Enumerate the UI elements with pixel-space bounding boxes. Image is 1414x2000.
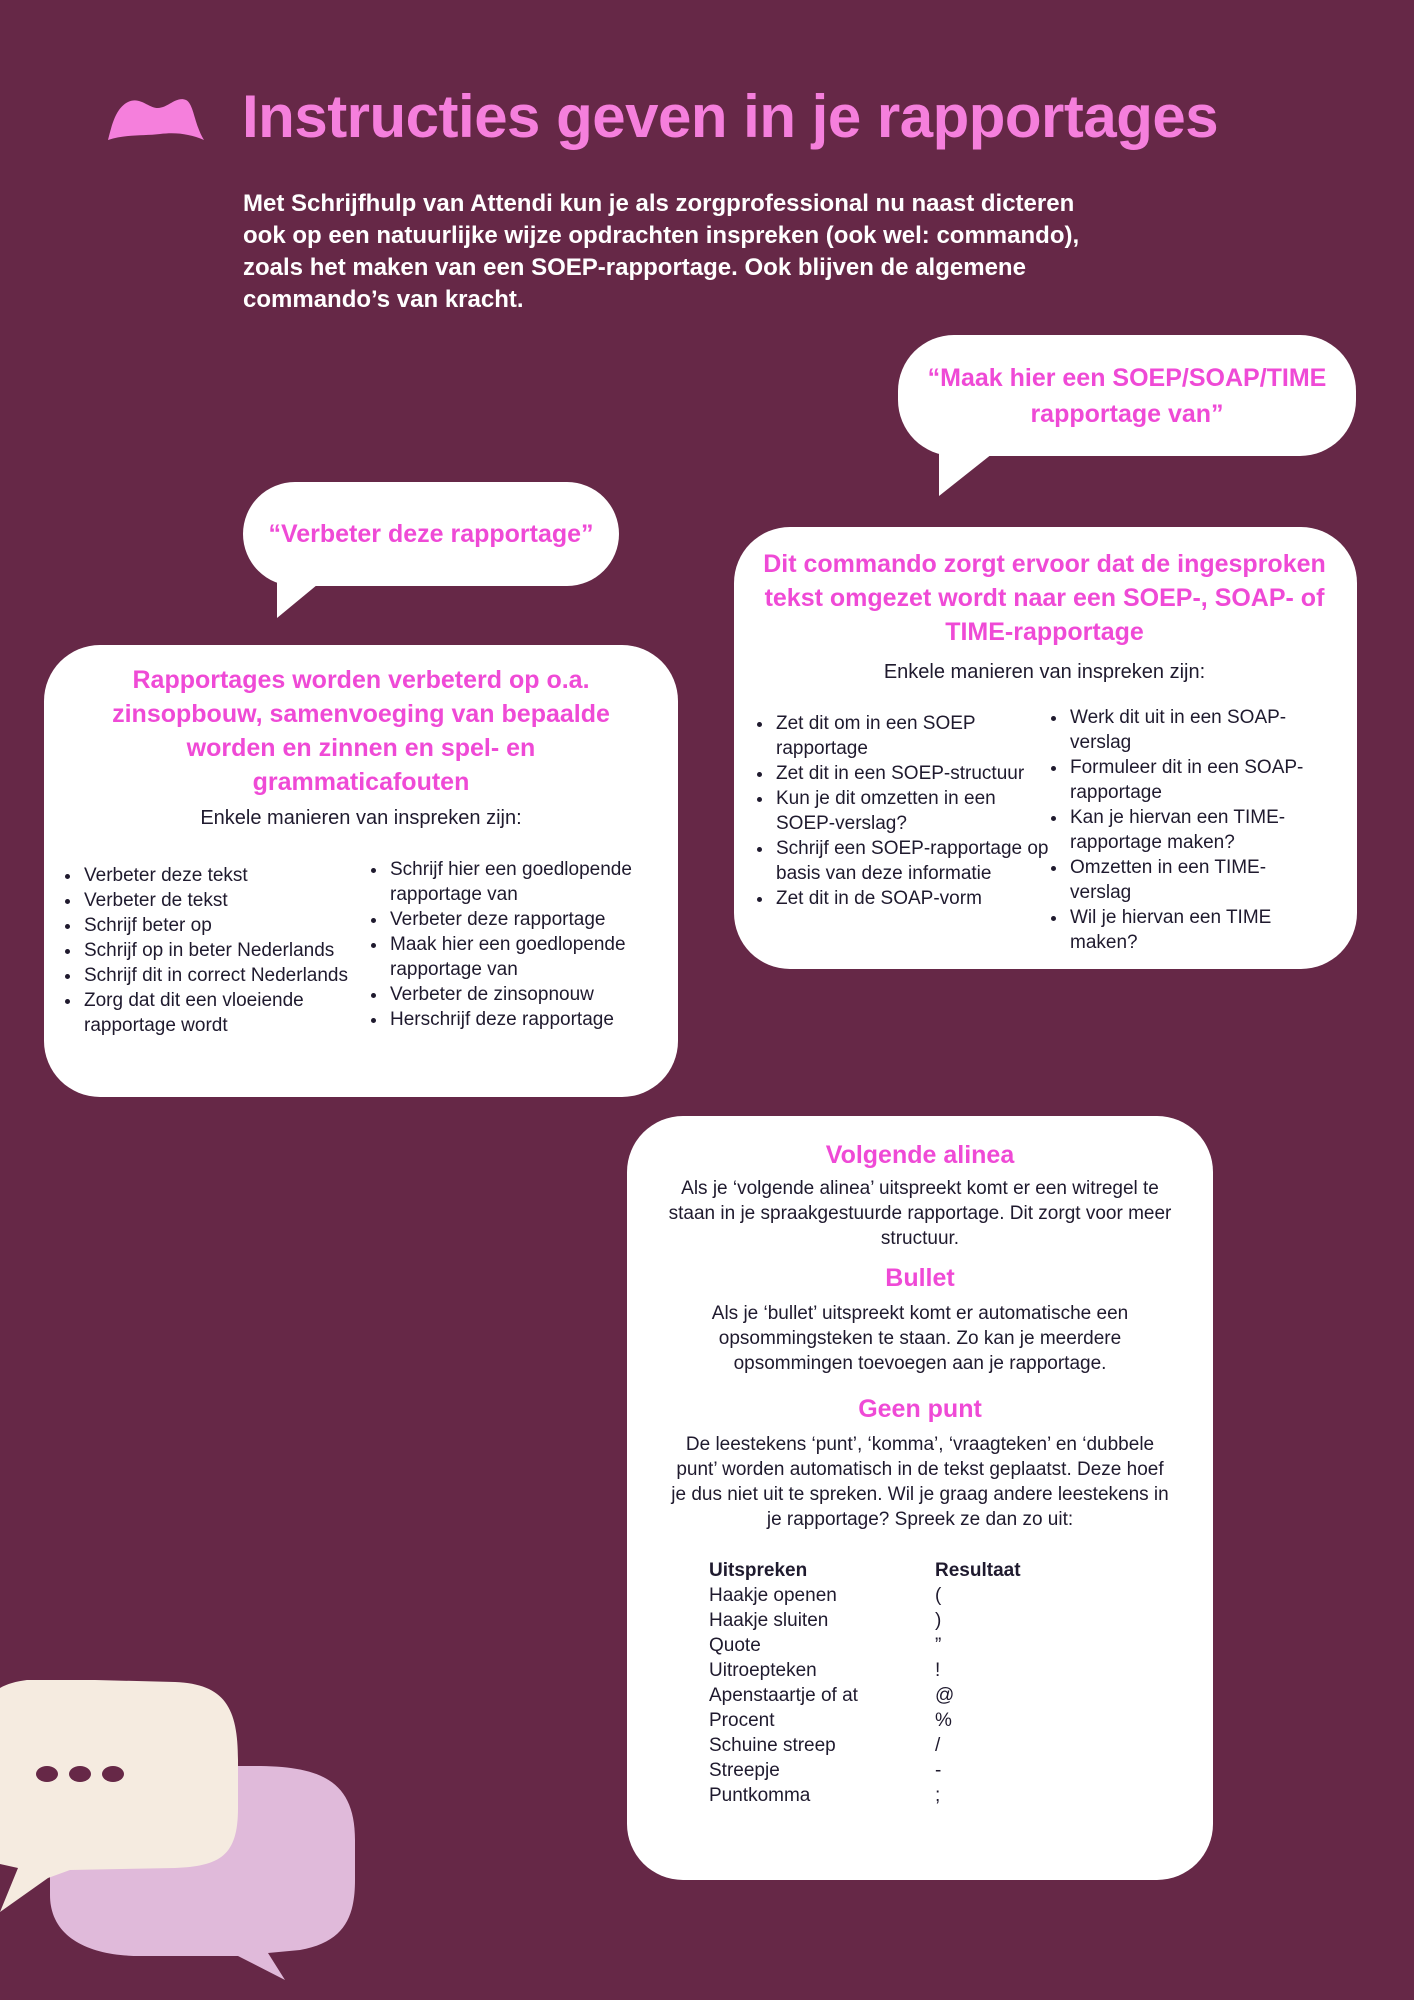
table-cell: - xyxy=(935,1760,942,1781)
list-item: • Schrijf hier een goedlopende rapportage van xyxy=(388,857,658,907)
list-item: • Zet dit in een SOEP-structuur xyxy=(774,761,1050,786)
list-item: • Omzetten in een TIME-verslag xyxy=(1068,855,1324,905)
list-item: • Zorg dat dit een vloeiende rapportage wordt xyxy=(82,988,370,1038)
section-body-geen-punt: De leestekens ‘punt’, ‘komma’, ‘vraagteken’ en ‘dubbele punt’ worden automatisch in de tekst geplaatst. Deze hoef je dus niet uit te spreken. Wil je graag andere leestekens in je rapportage? Spreek ze dan zo uit: xyxy=(671,1434,1169,1530)
list-item: • Verbeter de zinsopnouw xyxy=(388,982,658,1007)
table-cell: % xyxy=(935,1710,952,1731)
general-commands-card xyxy=(627,1116,1213,1880)
verbeter-bubble-tail xyxy=(275,580,355,640)
soep-card-subtitle: Enkele manieren van inspreken zijn: xyxy=(883,661,1206,683)
section-body-volgende-alinea: Als je ‘volgende alinea’ uitspreekt komt er een witregel te staan in je spraakgestuurde rapportage. Dit zorgt voor meer structuur. xyxy=(668,1178,1172,1249)
verbeter-card-subtitle: Enkele manieren van inspreken zijn: xyxy=(200,807,522,829)
soep-card-title: Dit commando zorgt ervoor dat de ingesproken tekst omgezet wordt naar een SOEP-, SOAP- of TIME-rapportage xyxy=(763,550,1326,646)
soep-command-lists xyxy=(756,705,1333,955)
list-item: • Verbeter deze rapportage xyxy=(388,907,658,932)
table-cell: ) xyxy=(935,1610,942,1631)
soep-command-card xyxy=(734,527,1357,969)
table-row xyxy=(709,1708,1021,1733)
table-cell: Schuine streep xyxy=(709,1735,836,1756)
verbeter-command-list-1 xyxy=(64,863,370,1038)
section-body-bullet: Als je ‘bullet’ uitspreekt komt er automatische een opsommingsteken te staan. Zo kan je meerdere opsommingen toevoegen aan je rapportage. xyxy=(711,1303,1129,1374)
page-title: Instructies geven in je rapportages xyxy=(242,83,1219,150)
section-title-geen-punt: Geen punt xyxy=(858,1395,982,1423)
verbeter-command-card xyxy=(44,645,678,1097)
table-cell: Puntkomma xyxy=(709,1785,811,1806)
verbeter-card-title: Rapportages worden verbeterd op o.a. zinsopbouw, samenvoeging van bepaalde worden en zinnen en spel- en grammaticafouten xyxy=(112,666,610,796)
table-cell: @ xyxy=(935,1685,955,1706)
table-cell: / xyxy=(935,1735,941,1756)
wave-logo-icon xyxy=(106,94,206,146)
verbeter-quote-text: “Verbeter deze rapportage” xyxy=(268,520,594,548)
table-cell: Apenstaartje of at xyxy=(709,1685,858,1706)
table-cell: ( xyxy=(935,1585,942,1606)
table-row xyxy=(709,1783,1021,1808)
list-item: • Werk dit uit in een SOAP-verslag xyxy=(1068,705,1324,755)
list-item: • Formuleer dit in een SOAP-rapportage xyxy=(1068,755,1324,805)
table-header-resultaat: Resultaat xyxy=(935,1560,1021,1581)
soep-quote-bubble xyxy=(898,335,1356,456)
section-title-volgende-alinea: Volgende alinea xyxy=(825,1141,1015,1169)
table-cell: ! xyxy=(935,1660,941,1681)
table-cell: Haakje openen xyxy=(709,1585,837,1606)
verbeter-command-lists xyxy=(64,857,658,1038)
table-row xyxy=(709,1758,1021,1783)
table-row xyxy=(709,1583,1021,1608)
list-item: • Zet dit in de SOAP-vorm xyxy=(774,886,1050,911)
list-item: • Zet dit om in een SOEP rapportage xyxy=(774,711,1050,761)
list-item: • Wil je hiervan een TIME maken? xyxy=(1068,905,1324,955)
table-row xyxy=(709,1683,1021,1708)
soep-command-list-1 xyxy=(756,711,1050,955)
list-item: • Schrijf dit in correct Nederlands xyxy=(82,963,370,988)
soep-command-list-2 xyxy=(1050,705,1324,955)
verbeter-quote-bubble xyxy=(243,482,619,586)
table-cell: Procent xyxy=(709,1710,775,1731)
list-item: • Schrijf een SOEP-rapportage op basis van deze informatie xyxy=(774,836,1050,886)
table-row xyxy=(709,1633,1021,1658)
soep-bubble-tail xyxy=(937,450,1017,510)
table-cell: ; xyxy=(935,1785,941,1806)
table-row xyxy=(709,1608,1021,1633)
table-cell: Uitroepteken xyxy=(709,1660,817,1681)
soep-quote-text: “Maak hier een SOEP/SOAP/TIME rapportage van” xyxy=(927,363,1327,428)
table-row xyxy=(709,1733,1021,1758)
table-cell: ” xyxy=(935,1635,942,1656)
table-header-row xyxy=(709,1558,1021,1583)
table-cell: Streepje xyxy=(709,1760,780,1781)
section-title-bullet: Bullet xyxy=(885,1264,955,1292)
list-item: • Kun je dit omzetten in een SOEP-verslag? xyxy=(774,786,1050,836)
list-item: • Maak hier een goedlopende rapportage van xyxy=(388,932,658,982)
list-item: • Schrijf op in beter Nederlands xyxy=(82,938,370,963)
verbeter-command-list-2 xyxy=(370,857,658,1038)
table-row xyxy=(709,1658,1021,1683)
table-cell: Haakje sluiten xyxy=(709,1610,829,1631)
list-item: • Verbeter deze tekst xyxy=(82,863,370,888)
table-header-uitspreken: Uitspreken xyxy=(709,1560,808,1581)
list-item: • Kan je hiervan een TIME-rapportage maken? xyxy=(1068,805,1324,855)
table-cell: Quote xyxy=(709,1635,761,1656)
list-item: • Verbeter de tekst xyxy=(82,888,370,913)
list-item: • Herschrijf deze rapportage xyxy=(388,1007,658,1032)
list-item: • Schrijf beter op xyxy=(82,913,370,938)
punctuation-table xyxy=(709,1558,1021,1808)
intro-text: Met Schrijfhulp van Attendi kun je als zorgprofessional nu naast dicteren ook op een natuurlijke wijze opdrachten inspreken (ook wel: commando), zoals het maken van een SOEP-rapportage. Ook blijven de algemene commando’s van kracht. xyxy=(243,190,1080,313)
speech-bubbles-icon xyxy=(0,1680,370,2000)
